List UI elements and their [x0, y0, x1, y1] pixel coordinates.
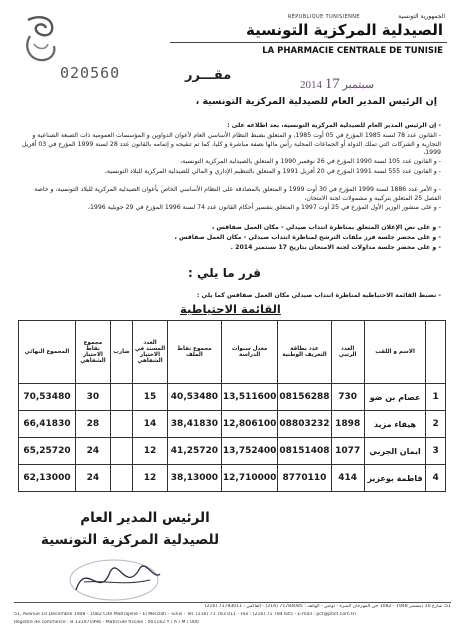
table-cell-name: ايمان الجربي — [364, 438, 425, 465]
decision-title: مقـــرر — [185, 68, 232, 83]
table-cell: 65,25720 — [19, 438, 76, 465]
preamble-paragraph: - و على منشور الوزير الأول المؤرخ في 25 أوت 1997 و المتعلق بتفسير أحكام القانون عدد 74 لسنة 1996 المؤرخ في 29 جويلية 1996، — [87, 204, 441, 211]
col-header-oral-total: مجموع نقاط الاختبار الشفاهي — [75, 321, 110, 384]
table-cell: 12 — [133, 438, 168, 465]
signature-title: الرئيس المدير العام — [80, 510, 210, 526]
table-row — [19, 438, 446, 465]
table-cell-name: عصام بن ضو — [364, 384, 425, 411]
table-cell: 8770110 — [278, 465, 331, 492]
table-row — [19, 465, 446, 492]
table-cell: 2 — [426, 411, 446, 438]
col-header-oral-grade: العدد المسند في الاختبار الشفاهي — [133, 321, 168, 384]
table-cell: 1898 — [331, 411, 364, 438]
col-header-final: المجموع النهائي — [19, 321, 76, 384]
table-cell: 13,752400 — [221, 438, 278, 465]
table-cell: 30 — [75, 384, 110, 411]
table-row — [19, 384, 446, 411]
table-cell: 08156288 — [278, 384, 331, 411]
table-cell — [110, 384, 132, 411]
decision-date — [300, 76, 374, 93]
republic-fr: RÉPUBLIQUE TUNISIENNE — [287, 14, 360, 20]
preamble-paragraph: - و الأمر عدد 1886 لسنة 1999 المؤرخ في 30 أوت 1999 و المتعلق بالمصادقة على النظام الأساسي الخاص بأعوان الصيدلية المركزية للبلاد التونسية، و خاصة الفصل 25 المتعلق بتركيبة و مشمولات لجنة الامتحان، — [34, 186, 441, 202]
signature-stamp — [66, 550, 166, 610]
col-header-coef: ضارب — [110, 321, 132, 384]
col-header-file-score: مجموع نقاط الملف — [168, 321, 222, 384]
table-cell: 24 — [75, 465, 110, 492]
footer-address-fr: 51, Avenue 10 Décembre 1948 - 1082 Cité Mahrajène - El Menzah - Tunis - Tél. (216) 71 783 011 - Fax : (216) 71 784 645 - E-mail : pct@phct.com.tn — [14, 612, 356, 617]
preamble-paragraph: - و القانون عدد 555 لسنة 1991 المؤرخ في 20 أفريل 1991 و المتعلق بالتنظيم الإداري و المالي للصيدلية المركزية للبلاد التونسية، — [104, 168, 441, 175]
list-title: القائمة الاحتياطية — [180, 302, 281, 316]
table-cell: 12 — [133, 465, 168, 492]
table-header-row — [19, 321, 446, 384]
table-cell: 70,53480 — [19, 384, 76, 411]
table-cell: 12,806100 — [221, 411, 278, 438]
table-cell: 13,511600 — [221, 384, 278, 411]
table-cell: 41,25720 — [168, 438, 222, 465]
table-cell: 1 — [426, 384, 446, 411]
preamble-paragraph: - القانون عدد 78 لسنة 1985 المؤرخ في 05 أوت 1985، و المتعلق بضبط النظام الأساسي العام لأعوان الدواوين و المؤسسات العمومية ذات الصبغة الصناعية و التجارية و الشركات التي تملك الدولة أو الجماعات المحلية رأس مالها بصفة مباشرة و كليا، كما تم تنقيحه و إتمامه بالقانون عدد 28 لسنة 1999 المؤرخ في 03 أفريل 1999، — [21, 132, 441, 157]
footer-divider — [14, 602, 451, 603]
table-cell: 3 — [426, 438, 446, 465]
table-cell: 1077 — [331, 438, 364, 465]
table-cell: 14 — [133, 411, 168, 438]
table-cell: 40,53480 — [168, 384, 222, 411]
col-header-avg: معدل سنوات الدراسة — [221, 321, 278, 384]
serial-number: 020560 — [60, 64, 121, 82]
table-cell-name: هيفاء مزيد — [364, 411, 425, 438]
table-cell: 414 — [331, 465, 364, 492]
date-year: 2014 — [300, 79, 322, 91]
date-day: 17 — [324, 76, 340, 92]
col-header-name: الاسم و اللقب — [364, 321, 425, 384]
col-header-rank: العدد الرتبي — [331, 321, 364, 384]
org-name-ar: الصيدلية المركزية التونسية — [246, 21, 443, 39]
table-cell: 38,13000 — [168, 465, 222, 492]
table-cell: 62,13000 — [19, 465, 76, 492]
table-cell: 66,41830 — [19, 411, 76, 438]
footer-address-ar: 51، شارع 10 ديسمبر 1948 - 1082 حي المهرجان المنزه - تونس - الهاتف : 71784085 (216) - الفاكس : 71783011 (216) — [204, 604, 451, 609]
table-cell: 08151408 — [278, 438, 331, 465]
table-cell: 08803232 — [278, 411, 331, 438]
table-cell: 24 — [75, 438, 110, 465]
table-cell: 730 — [331, 384, 364, 411]
table-cell — [110, 465, 132, 492]
table-cell — [110, 438, 132, 465]
table-cell — [110, 411, 132, 438]
republic-ar: الجمهورية التونسية — [398, 13, 445, 20]
addressee: إن الرئيس المدير العام للصيدلية المركزية التونسية ، — [195, 96, 437, 107]
footer-registry: Registre de commerce : B 131971996 - Matricule fiscale : 001162 Y / A / M / 000 — [14, 620, 199, 625]
org-name-fr: LA PHARMACIE CENTRALE DE TUNISIE — [262, 46, 443, 56]
table-cell: 15 — [133, 384, 168, 411]
date-month: سبتمبر — [342, 79, 375, 91]
table-cell: 4 — [426, 465, 446, 492]
header-divider — [170, 42, 447, 43]
decision-heading: قرر ما يلي : — [188, 266, 262, 280]
intro-line: - إن الرئيس المدير العام للصيدلية المركزية التونسية، بعد اطلاعه على : — [227, 122, 441, 129]
col-header-index — [426, 321, 446, 384]
preamble-paragraph: - و على محضر جلسة مداولات لجنة الامتحان بتاريخ 17 سبتمبر 2014 . — [230, 244, 441, 251]
preamble-paragraph: - و على نص الإعلان المتعلق بمناظرة انتداب صيدلي - مكان العمل صفاقس ، — [211, 224, 441, 231]
preamble-paragraph: - و على محضر جلسة فرز ملفات الترشح لمناظرة انتداب صيدلي - مكان العمل صفاقس ، — [174, 234, 441, 241]
table-row — [19, 411, 446, 438]
table-cell: 28 — [75, 411, 110, 438]
reserve-list-table — [18, 320, 446, 492]
article-1: - تضبط القائمة الاحتياطية لمناظرة انتداب صيدلي مكان العمل صفاقس كما يلي : — [196, 292, 441, 299]
col-header-id: عدد بطاقة التعريف الوطنية — [278, 321, 331, 384]
table-cell: 38,41830 — [168, 411, 222, 438]
preamble-paragraph: - و القانون عدد 105 لسنة 1990 المؤرخ في 26 نوفمبر 1990 و المتعلق بالصيدلية المركزية التونسية، — [180, 158, 441, 165]
table-cell: 12,710000 — [221, 465, 278, 492]
table-cell-name: فاطمة بوعزيز — [364, 465, 425, 492]
pharmacy-logo-icon — [20, 14, 62, 64]
signature-org: للصيدلية المركزية التونسية — [40, 532, 220, 548]
